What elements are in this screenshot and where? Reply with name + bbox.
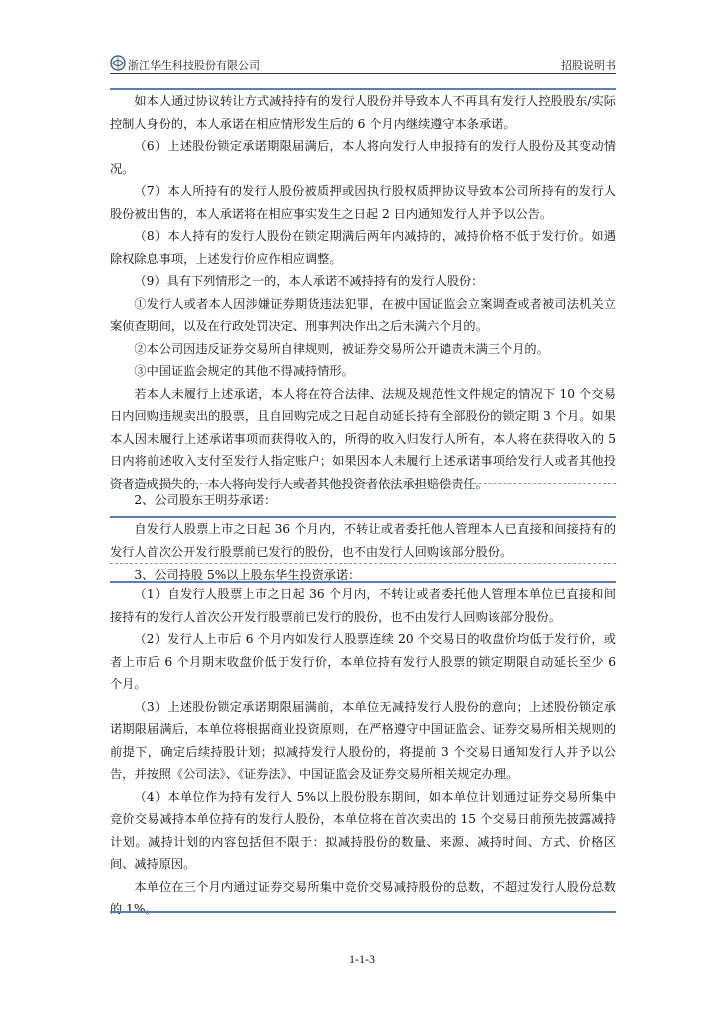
company-logo-icon (110, 55, 126, 71)
header-divider (110, 73, 616, 74)
paragraph: （4）本单位作为持有发行人 5%以上股份股东期间，如本单位计划通过证券交易所集中竞价交易减持本单位持有的发行人股份，本单位将在首次卖出的 15 个交易日前预先披露减持计划。减持计划的内容包括但不限于：拟减持股份的数量、来源、减持时间、方式、价格区间、减持原因。 (110, 789, 616, 871)
paragraph: ②本公司因违反证券交易所自律规则，被证券交易所公开谴责未满三个月的。 (134, 341, 549, 356)
document-title: 招股说明书 (561, 59, 616, 72)
paragraph: 自发行人股票上市之日起 36 个月内，不转让或者委托他人管理本人已直接和间接持有的发行人首次公开发行股票前已发行的股份，也不由发行人回购该部分股份。 (110, 522, 616, 559)
paragraph: ③中国证监会规定的其他不得减持情形。 (134, 364, 354, 378)
paragraph: 若本人未履行上述承诺，本人将在符合法律、法规及规范性文件规定的情况下 10 个交易日内回购违规卖出的股票，且自回购完成之日起自动延长持有全部股份的锁定期 3 个月。如果本人因未履行上述承诺事项而获得收入的，所得的收入归发行人所有，本人将在获得收入的 5 日内将前述收入支付至发行人指定账户；如果因本人未履行上述承诺事项给发行人或者其他投资者造成损失的，本人将向发行人或者其他投资者依法承担赔偿责任。 (110, 386, 616, 491)
section-heading: 3、公司持股 5%以上股东华生投资承诺： (134, 568, 361, 582)
paragraph: （7）本人所持有的发行人股份被质押或因执行股权质押协议导致本公司所持有的发行人股份被出售的，本人承诺将在相应事实发生之日起 2 日内通知发行人并予以公告。 (110, 184, 616, 221)
paragraph: （3）上述股份锁定承诺期限届满前，本单位无减持发行人股份的意向；上述股份锁定承诺期限届满后，本单位将根据商业投资原则，在严格遵守中国证监会、证券交易所相关规则的前提下，确定后续持股计划；拟减持发行人股份的，将提前 3 个交易日通知发行人并予以公告，并按照《公司法》、《证券法》、中国证监会及证券交易所相关规定办理。 (110, 699, 616, 781)
section1-bottom-border (110, 483, 616, 484)
section1-commitments (110, 90, 616, 495)
company-name: 浙江华生科技股份有限公司 (128, 59, 260, 72)
section2-commitment (110, 518, 616, 563)
paragraph: 本单位在三个月内通过证券交易所集中竞价交易减持股份的总数，不超过发行人股份总数的 1%。 (110, 879, 616, 916)
paragraph: 如本人通过协议转让方式减持持有的发行人股份并导致本人不再具有发行人控股股东/实际控制人身份的，本人承诺在相应情形发生后的 6 个月内继续遵守本条承诺。 (110, 94, 616, 131)
paragraph: ①发行人或者本人因涉嫌证券期货违法犯罪，在被中国证监会立案调查或者被司法机关立案侦查期间，以及在行政处罚决定、刑事判决作出之后未满六个月的。 (110, 296, 616, 333)
section3-commitments (110, 583, 616, 921)
paragraph: （8）本人持有的发行人股份在锁定期满后两年内减持的，减持价格不低于发行价。如遇除权除息事项，上述发行价应作相应调整。 (110, 229, 616, 266)
paragraph: （2）发行人上市后 6 个月内如发行人股票连续 20 个交易日的收盘价均低于发行价，或者上市后 6 个月期末收盘价低于发行价，本单位持有发行人股票的锁定期限自动延长至少 6 个月。 (110, 632, 616, 691)
section2-heading-block (110, 489, 616, 512)
section3-bottom-border (110, 911, 616, 913)
paragraph: （9）具有下列情形之一的，本人承诺不减持持有的发行人股份： (134, 274, 484, 288)
page-number: 1-1-3 (349, 952, 375, 966)
page-header (110, 55, 616, 73)
paragraph: （6）上述股份锁定承诺期限届满后，本人将向发行人申报持有的发行人股份及其变动情况。 (110, 139, 616, 176)
paragraph: （1）自发行人股票上市之日起 36 个月内，不转让或者委托他人管理本单位已直接和间接持有的发行人首次公开发行股票前已发行的股份，也不由发行人回购该部分股份。 (110, 587, 616, 624)
section-heading: 2、公司股东王明芬承诺： (134, 493, 277, 507)
